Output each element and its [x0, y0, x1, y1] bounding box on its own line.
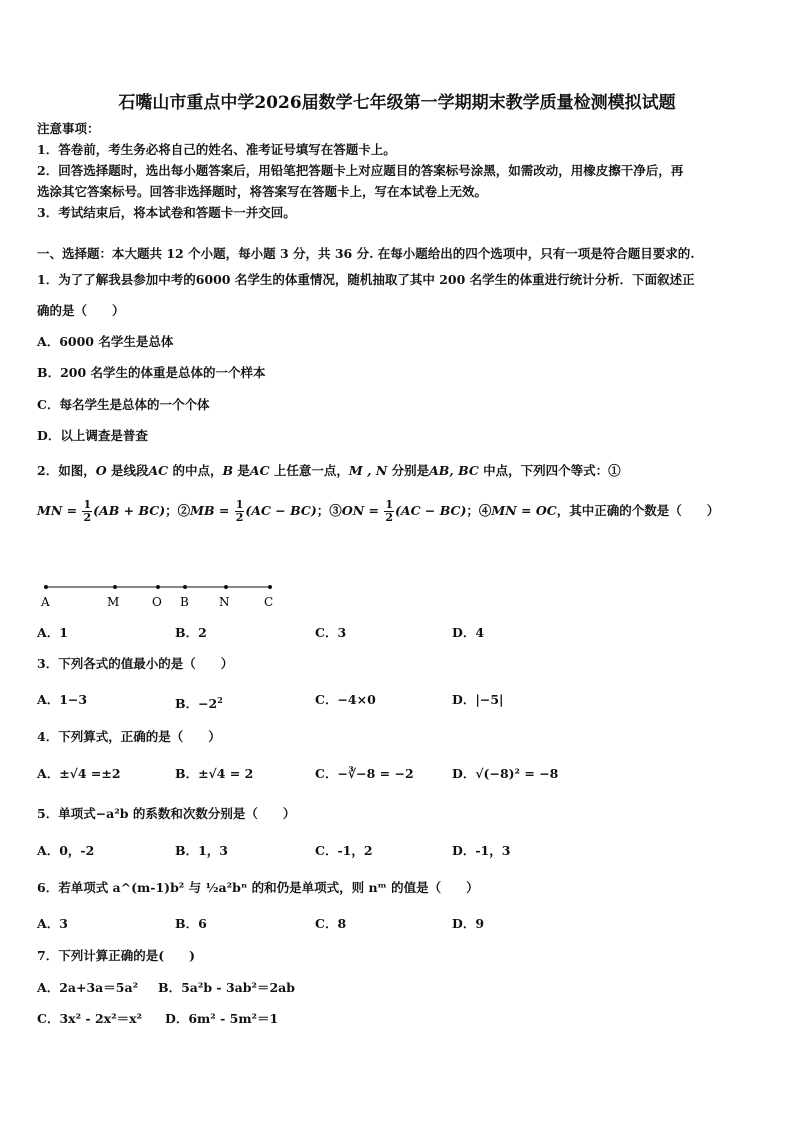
- label-b: B: [180, 595, 189, 609]
- label-n: N: [219, 595, 230, 609]
- q5-option-a: A．0，-2: [37, 843, 95, 858]
- q1-stem-line2: 确的是（ ）: [37, 303, 125, 318]
- q5-option-b: B．1，3: [175, 843, 228, 858]
- q7-stem: 7．下列计算正确的是( ): [37, 948, 196, 963]
- point-b: [183, 585, 187, 589]
- q5-option-d: D．-1，3: [452, 843, 511, 858]
- q6-option-c: C．8: [315, 916, 347, 931]
- q6-option-b: B．6: [175, 916, 207, 931]
- label-c: C: [264, 595, 274, 609]
- point-n: [224, 585, 228, 589]
- q4-option-d: D．√(−8)² = −8: [452, 766, 559, 781]
- label-m: M: [107, 595, 120, 609]
- section-heading: 一、选择题：本大题共 12 个小题，每小题 3 分，共 36 分. 在每小题给出的四个选项中，只有一项是符合题目要求的.: [37, 246, 695, 261]
- q4-option-a: A．±√4 =±2: [37, 766, 121, 781]
- q6-option-d: D．9: [452, 916, 485, 931]
- q7-option-b: B．5a²b - 3ab²＝2ab: [158, 980, 296, 995]
- notice-item-2-cont: 选涂其它答案标号。回答非选择题时，将答案写在答题卡上，写在本试卷上无效。: [37, 184, 488, 199]
- q5-stem: 5．单项式−a²b 的系数和次数分别是（ ）: [37, 806, 296, 821]
- q1-option-c: C．每名学生是总体的一个个体: [37, 397, 210, 412]
- q2-option-a: A．1: [37, 625, 68, 640]
- q2-option-b: B．2: [175, 625, 207, 640]
- q3-option-b: B．$-2^2$: [175, 695, 223, 712]
- q4-option-c: C．−∛−8 = −2: [315, 766, 414, 781]
- label-a: A: [41, 595, 50, 609]
- point-a: [44, 585, 48, 589]
- notice-item-3: 3．考试结束后，将本试卷和答题卡一并交回。: [37, 205, 296, 220]
- point-c: [268, 585, 272, 589]
- label-o: O: [152, 595, 162, 609]
- q4-stem: 4．下列算式，正确的是（ ）: [37, 729, 221, 744]
- segment-diagram: [36, 578, 286, 612]
- q1-option-a: A．6000 名学生是总体: [37, 334, 174, 349]
- q1-stem-line1: 1．为了了解我县参加中考的6000 名学生的体重情况，随机抽取了其中 200 名学生的体重进行统计分析．下面叙述正: [37, 272, 695, 287]
- q2-option-c: C．3: [315, 625, 347, 640]
- q3-option-d: D．|−5|: [452, 692, 504, 707]
- q6-stem: 6．若单项式 a^(m-1)b² 与 ½a²bⁿ 的和仍是单项式，则 nᵐ 的值是（ ）: [37, 880, 479, 895]
- page-title: 石嘴山市重点中学2026届数学七年级第一学期期末教学质量检测模拟试题: [118, 93, 676, 113]
- point-o: [156, 585, 160, 589]
- q7-option-d: D．6m² - 5m²＝1: [165, 1011, 279, 1026]
- q3-option-a: A．1−3: [37, 692, 88, 707]
- q1-option-b: B．200 名学生的体重是总体的一个样本: [37, 365, 266, 380]
- notice-heading: 注意事项：: [37, 121, 100, 136]
- notice-item-2: 2．回答选择题时，选出每小题答案后，用铅笔把答题卡上对应题目的答案标号涂黑，如需改动，用橡皮擦干净后，再: [37, 163, 684, 178]
- q1-option-d: D．以上调查是普查: [37, 428, 148, 443]
- q7-option-c: C．3x² - 2x²＝x²: [37, 1011, 143, 1026]
- q2-option-d: D．4: [452, 625, 485, 640]
- notice-item-1: 1．答卷前，考生务必将自己的姓名、准考证号填写在答题卡上。: [37, 142, 396, 157]
- q7-option-a: A．2a+3a＝5a²: [37, 980, 139, 995]
- point-m: [113, 585, 117, 589]
- q2-equations: MN = $\frac{1}{2}$ (AB + BC)；②MB = $\frac{1}{2}$ (AC − BC)；③ON = $\frac{1}{2}$ (AC − BC)；④MN = OC，其中正确的个数是（ ）: [37, 498, 720, 524]
- q3-stem: 3．下列各式的值最小的是（ ）: [37, 656, 234, 671]
- q5-option-c: C．-1，2: [315, 843, 373, 858]
- q4-option-b: B．±√4 = 2: [175, 766, 254, 781]
- q2-stem-line1: 2．如图，O 是线段AC 的中点，B 是AC 上任意一点，M , N 分别是AB, BC 中点，下列四个等式：①: [37, 463, 621, 478]
- q6-option-a: A．3: [37, 916, 68, 931]
- q3-option-c: C．−4×0: [315, 692, 376, 707]
